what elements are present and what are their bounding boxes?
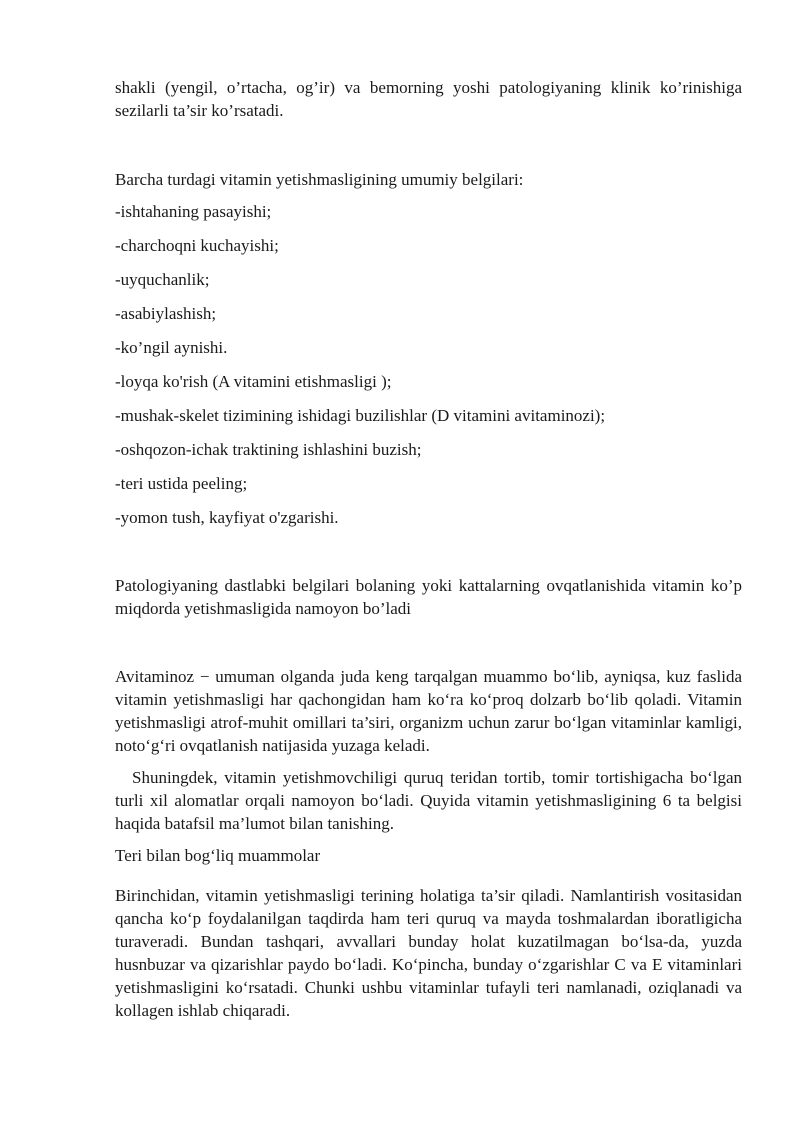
avitaminosis-paragraph: Avitaminoz − umuman olganda juda keng tarqalgan muammo bo‘lib, ayniqsa, kuz faslida vitamin yetishmasligi har qachongidan ham ko‘ra ko‘proq dolzarb bo‘lib qoladi. Vitamin yetishmasligi atrof-muhit omillari ta’siri, organizm uchun zarur bo‘lgan vitaminlar kamligi, noto‘g‘ri ovqatlanish natijasida yuzaga keladi. xyxy=(115,667,742,755)
list-item: -ishtahaning pasayishi; xyxy=(115,202,272,221)
skin-problems-heading: Teri bilan bog‘liq muammolar xyxy=(115,846,321,865)
list-item: -yomon tush, kayfiyat o'zgarishi. xyxy=(115,508,339,527)
early-signs-paragraph: Patologiyaning dastlabki belgilari bolaning yoki kattalarning ovqatlanishida vitamin ko’p miqdorda yetishmasligida namoyon bo’ladi xyxy=(115,576,742,618)
intro-paragraph: shakli (yengil, o’rtacha, og’ir) va bemorning yoshi patologiyaning klinik ko’rinishiga sezilarli ta’sir ko’rsatadi. xyxy=(115,78,742,120)
first-paragraph: Birinchidan, vitamin yetishmasligi terining holatiga ta’sir qiladi. Namlantirish vositasidan qancha ko‘p foydalanilgan taqdirda ham teri quruq va mayda toshmalardan iboratligicha turaveradi. Bundan tashqari, avvallari bunday holat kuzatilmagan bo‘lsa-da, yuzda husnbuzar va qizarishlar paydo bo‘ladi. Ko‘pincha, bunday o‘zgarishlar C va E vitaminlari yetishmasligini ko‘rsatadi. Chunki ushbu vitaminlar tufayli teri namlanadi, oziqlanadi va kollagen ishlab chiqaradi. xyxy=(115,886,742,1020)
list-item: -uyquchanlik; xyxy=(115,270,210,289)
list-item: -mushak-skelet tizimining ishidagi buzilishlar (D vitamini avitaminozi); xyxy=(115,406,606,425)
list-item: -loyqa ko'rish (A vitamini etishmasligi ); xyxy=(115,372,392,391)
symptoms-heading: Barcha turdagi vitamin yetishmasligining umumiy belgilari: xyxy=(115,170,524,189)
list-item: -charchoqni kuchayishi; xyxy=(115,236,279,255)
document-page xyxy=(115,76,742,1022)
list-item: -teri ustida peeling; xyxy=(115,474,248,493)
symptoms-list xyxy=(115,200,742,529)
also-paragraph: Shuningdek, vitamin yetishmovchiligi quruq teridan tortib, tomir tortishigacha bo‘lgan turli xil alomatlar orqali namoyon bo‘ladi. Quyida vitamin yetishmasligining 6 ta belgisi haqida batafsil ma’lumot bilan tanishing. xyxy=(115,768,742,833)
list-item: -ko’ngil aynishi. xyxy=(115,338,228,357)
list-item: -asabiylashish; xyxy=(115,304,217,323)
list-item: -oshqozon-ichak traktining ishlashini buzish; xyxy=(115,440,422,459)
